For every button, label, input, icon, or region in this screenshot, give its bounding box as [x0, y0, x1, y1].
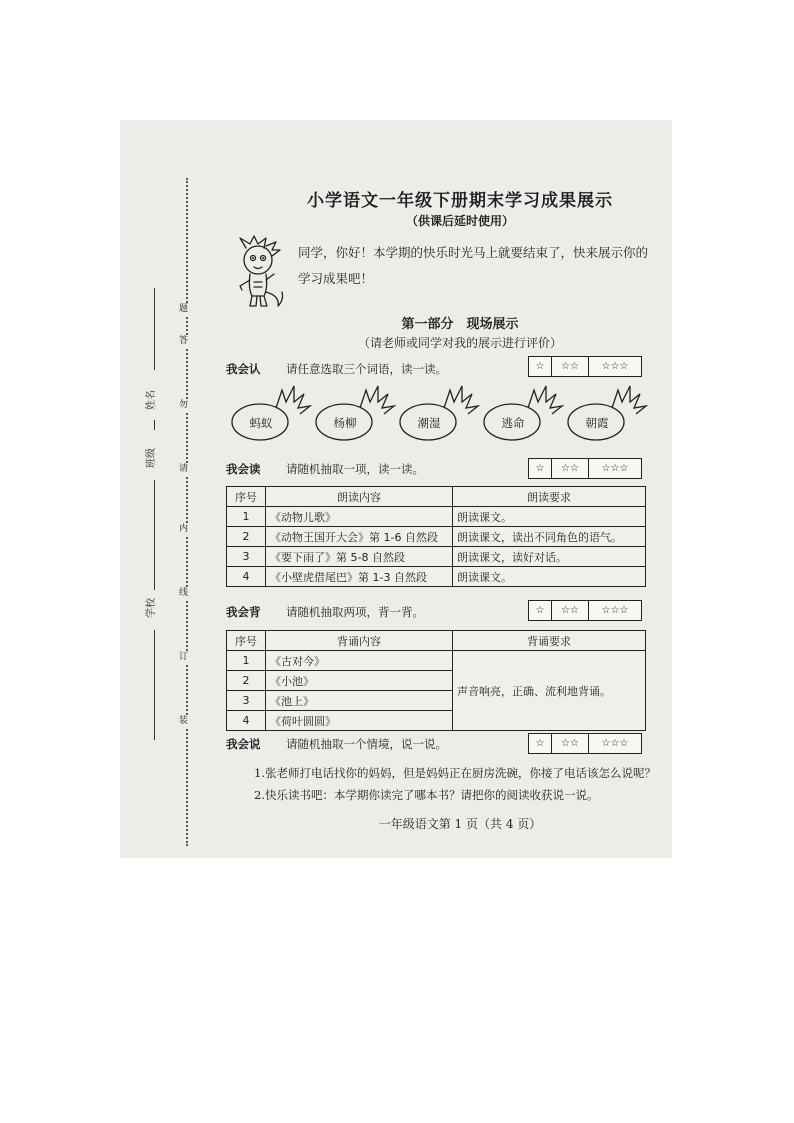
seal-char: 请	[179, 464, 189, 474]
pineapple-icon	[228, 382, 312, 442]
read-label: 我会读	[226, 462, 261, 476]
speak-prompt: 1.张老师打电话找你的妈妈，但是妈妈正在厨房洗碗，你接了电话该怎么说呢？	[254, 766, 656, 780]
recite-requirement: 声音响亮，正确、流利地背诵。	[453, 651, 646, 731]
pineapple-icon	[396, 382, 480, 442]
table-cell: 朗读课文，读出不同角色的语气。	[453, 527, 646, 547]
school-label: 学校	[146, 598, 157, 618]
speak-label: 我会说	[226, 737, 261, 751]
rating-two-star[interactable]: ☆☆	[552, 601, 589, 620]
table-cell: 4	[227, 711, 266, 731]
rating-three-star[interactable]: ☆☆☆	[601, 361, 629, 372]
table-header: 朗读内容	[266, 487, 453, 507]
table-header-row	[227, 631, 646, 651]
table-header: 序号	[227, 487, 266, 507]
page-footer: 一年级语文第 1 页（共 4 页）	[378, 817, 542, 831]
table-header: 背诵要求	[453, 631, 646, 651]
recognize-instruction: 请任意选取三个词语，读一读。	[286, 362, 447, 376]
seal-char: 装	[179, 716, 189, 726]
word-card[interactable]	[480, 382, 564, 442]
read-rating[interactable]	[528, 458, 642, 479]
table-header-row	[227, 487, 646, 507]
dragon-mascot-icon	[232, 234, 296, 314]
table-cell: 《古对今》	[266, 651, 453, 671]
table-cell: 1	[227, 507, 266, 527]
recognize-label: 我会认	[226, 362, 261, 376]
table-header: 朗读要求	[453, 487, 646, 507]
seal-char: 题	[179, 304, 189, 314]
rating-two-star[interactable]: ☆☆	[552, 734, 589, 753]
rating-two-star[interactable]: ☆☆	[552, 357, 589, 376]
rating-two-star[interactable]: ☆☆	[552, 459, 589, 478]
table-cell: 1	[227, 651, 266, 671]
recognize-rating[interactable]	[528, 356, 642, 377]
page-title: 小学语文一年级下册期末学习成果展示	[307, 191, 613, 211]
rating-three-star[interactable]: ☆☆☆	[601, 605, 629, 616]
pineapple-icon	[564, 382, 648, 442]
word-card[interactable]	[396, 382, 480, 442]
part-title: 第一部分 现场展示	[401, 317, 519, 332]
class-underline-top	[154, 420, 155, 430]
seal-char: 订	[179, 652, 189, 662]
rating-one-star[interactable]: ☆	[529, 734, 552, 753]
table-cell: 2	[227, 527, 266, 547]
table-header: 序号	[227, 631, 266, 651]
word-text: 蚂蚁	[249, 416, 273, 430]
table-header: 背诵内容	[266, 631, 453, 651]
binding-dotted-line	[186, 178, 188, 846]
intro-text: 同学，你好！本学期的快乐时光马上就要结束了，快来展示你的学习成果吧！	[298, 245, 649, 286]
name-underline[interactable]	[154, 288, 155, 370]
class-underline[interactable]	[154, 480, 155, 590]
recite-rating[interactable]	[528, 600, 642, 621]
seal-char: 勿	[179, 400, 189, 410]
table-cell: 《动物王国开大会》第 1-6 自然段	[266, 527, 453, 547]
word-text: 逃命	[501, 416, 525, 430]
table-cell: 2	[227, 671, 266, 691]
word-cards	[228, 382, 658, 442]
rating-one-star[interactable]: ☆	[529, 601, 552, 620]
table-row	[227, 651, 646, 671]
table-cell: 4	[227, 567, 266, 587]
rating-three-star[interactable]: ☆☆☆	[601, 738, 629, 749]
seal-char: 内	[179, 524, 189, 534]
table-cell: 《小池》	[266, 671, 453, 691]
table-cell: 3	[227, 547, 266, 567]
speak-rating[interactable]	[528, 733, 642, 754]
read-instruction: 请随机抽取一项，读一读。	[286, 462, 424, 476]
word-text: 朝霞	[585, 416, 609, 430]
table-cell: 朗读课文。	[453, 507, 646, 527]
table-row	[227, 547, 646, 567]
pineapple-icon	[480, 382, 564, 442]
speak-prompts	[254, 762, 656, 806]
table-cell: 《动物儿歌》	[266, 507, 453, 527]
read-table	[226, 486, 646, 587]
table-cell: 3	[227, 691, 266, 711]
table-row	[227, 567, 646, 587]
part-note: （请老师或同学对我的展示进行评价）	[357, 336, 562, 350]
rating-three-star[interactable]: ☆☆☆	[601, 463, 629, 474]
speak-prompt: 2.快乐读书吧：本学期你读完了哪本书？请把你的阅读收获说一说。	[254, 788, 599, 802]
table-cell: 《池上》	[266, 691, 453, 711]
speak-instruction: 请随机抽取一个情境，说一说。	[286, 737, 447, 751]
exam-sheet	[120, 120, 672, 858]
table-row	[227, 507, 646, 527]
word-card[interactable]	[564, 382, 648, 442]
class-label: 班级	[146, 448, 157, 468]
page-subtitle: （供课后延时使用）	[405, 214, 514, 228]
recite-table	[226, 630, 646, 731]
pineapple-icon	[312, 382, 396, 442]
name-label: 姓名	[146, 390, 157, 410]
table-cell: 朗读课文，读好对话。	[453, 547, 646, 567]
word-card[interactable]	[312, 382, 396, 442]
school-underline[interactable]	[154, 630, 155, 740]
recite-label: 我会背	[226, 605, 261, 619]
rating-one-star[interactable]: ☆	[529, 357, 552, 376]
seal-char: 线	[179, 588, 189, 598]
rating-one-star[interactable]: ☆	[529, 459, 552, 478]
table-cell: 《要下雨了》第 5-8 自然段	[266, 547, 453, 567]
table-cell: 《小壁虎借尾巴》第 1-3 自然段	[266, 567, 453, 587]
recite-instruction: 请随机抽取两项，背一背。	[286, 605, 424, 619]
table-cell: 《荷叶圆圆》	[266, 711, 453, 731]
seal-char: 答	[179, 336, 189, 346]
word-text: 杨柳	[333, 416, 357, 430]
word-text: 潮湿	[417, 416, 441, 430]
table-row	[227, 527, 646, 547]
word-card[interactable]	[228, 382, 312, 442]
table-cell: 朗读课文。	[453, 567, 646, 587]
